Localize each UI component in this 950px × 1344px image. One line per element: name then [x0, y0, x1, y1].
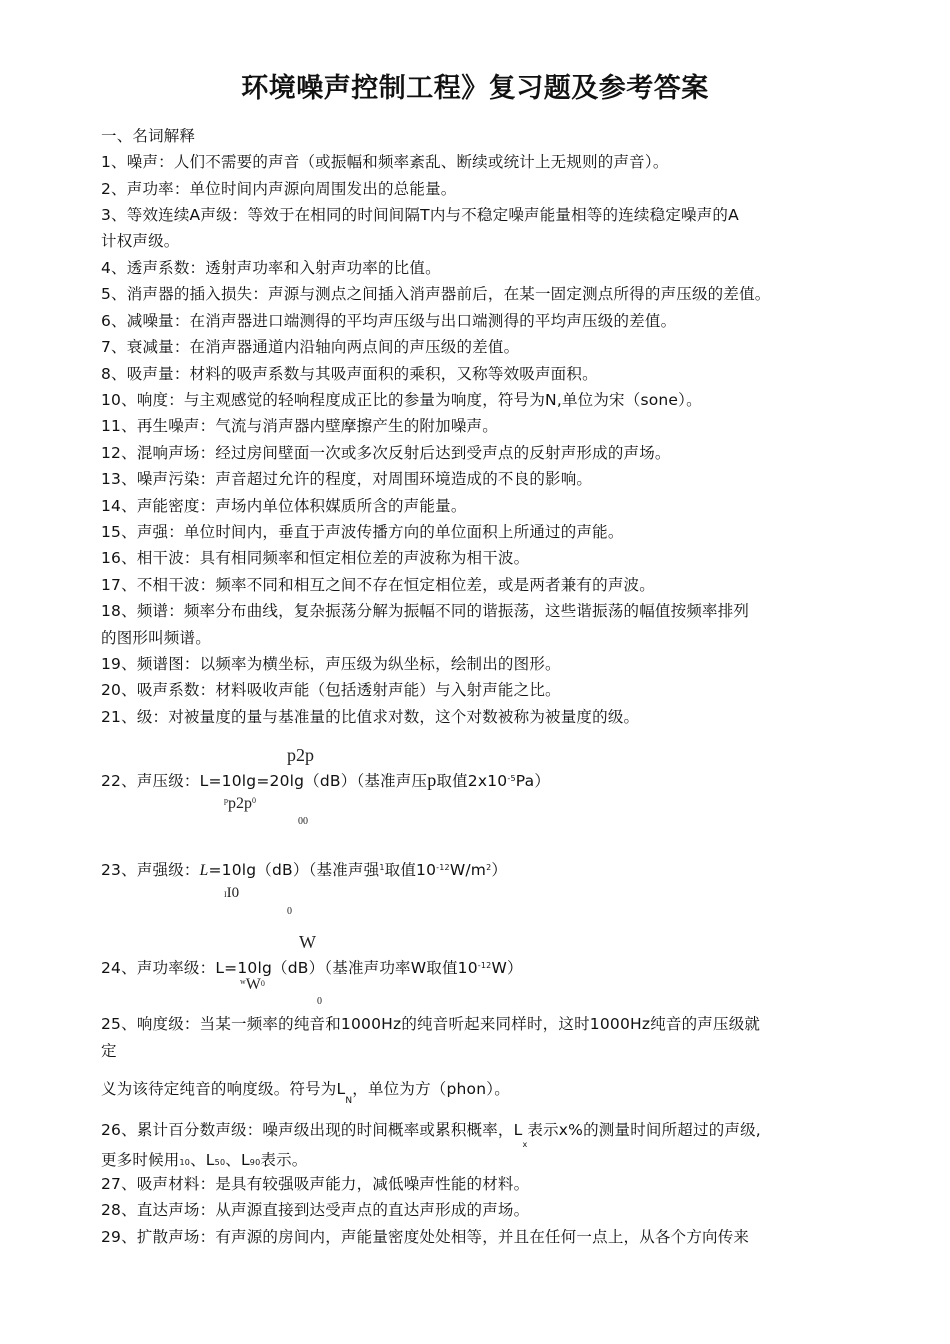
definition-line: 8、吸声量：材料的吸声系数与其吸声面积的乘积，又称等效吸声面积。 [101, 365, 598, 383]
definition-line: 义为该待定纯音的响度级。符号为$L_N$，单位为方（phon）。 [101, 1080, 510, 1106]
definition-line: 7、衰减量：在消声器通道内沿轴向两点间的声压级的差值。 [101, 338, 520, 356]
document-title: 环境噪声控制工程》复习题及参考答案 [241, 73, 709, 104]
definition-line: 定 [101, 1042, 117, 1060]
definition-line: 19、频谱图：以频率为横坐标，声压级为纵坐标，绘制出的图形。 [101, 655, 561, 673]
formula-line-swl: 24、声功率级：L=10lg（dB）（基准声功率W取值$10^{-12}W$） [101, 959, 523, 977]
definition-line: 18、频谱：频率分布曲线，复杂振荡分解为振幅不同的谐振荡，这些谐振荡的幅值按频率排列 [101, 602, 750, 620]
definition-line: 21、级：对被量度的量与基准量的比值求对数，这个对数被称为被量度的级。 [101, 708, 640, 726]
definition-line: 26、累计百分数声级：噪声级出现的时间概率或累积概率，$L_x$表示x%的测量时间所超过的声级, [101, 1121, 761, 1149]
definition-line: 4、透声系数：透射声功率和入射声功率的比值。 [101, 259, 441, 277]
formula-denominator: II0 [224, 885, 240, 901]
definition-line: 29、扩散声场：有声源的房间内，声能量密度处处相等，并且在任何一点上，从各个方向传来 [101, 1228, 750, 1246]
definition-line: 的图形叫频谱。 [101, 629, 211, 647]
definition-line: 28、直达声场：从声源直接到达受声点的直达声形成的声场。 [101, 1201, 530, 1219]
definition-line: 14、声能密度：声场内单位体积媒质所含的声能量。 [101, 497, 467, 515]
formula-line-sil: 23、声强级：L=10lg（dB）（基准声强$^1$取值$10^{-12}W/m^2$） [101, 861, 508, 879]
definition-line: 5、消声器的插入损失：声源与测点之间插入消声器前后，在某一固定测点所得的声压级的差值。 [101, 285, 771, 303]
formula-denominator: $^w$W0 [240, 976, 265, 993]
definition-line: 10、响度：与主观感觉的轻响程度成正比的参量为响度，符号为N,单位为宋（sone）。 [101, 391, 702, 409]
formula-numerator: p2p [287, 745, 314, 765]
definition-line: 12、混响声场：经过房间壁面一次或多次反射后达到受声点的反射声形成的声场。 [101, 444, 671, 462]
definition-line: 6、减噪量：在消声器进口端测得的平均声压级与出口端测得的平均声压级的差值。 [101, 312, 677, 330]
formula-numerator: W [299, 932, 316, 952]
definition-line: 1、噪声：人们不需要的声音（或振幅和频率紊乱、断续或统计上无规则的声音）。 [101, 153, 669, 171]
definition-line: 13、噪声污染：声音超过允许的程度，对周围环境造成的不良的影响。 [101, 470, 593, 488]
formula-denominator: $^pp2p^0$ [224, 795, 256, 812]
definition-line: 3、等效连续A声级：等效于在相同的时间间隔T内与不稳定噪声能量相等的连续稳定噪声的A [101, 206, 739, 224]
formula-subscript: 00 [298, 816, 308, 827]
definition-line: 16、相干波：具有相同频率和恒定相位差的声波称为相干波。 [101, 549, 530, 567]
formula-subscript: 0 [287, 906, 292, 917]
definition-line: 计权声级。 [101, 232, 180, 250]
definition-line: 11、再生噪声：气流与消声器内壁摩擦产生的附加噪声。 [101, 417, 498, 435]
definition-line: 27、吸声材料：是具有较强吸声能力，减低噪声性能的材料。 [101, 1175, 530, 1193]
definition-line: 2、声功率：单位时间内声源向周围发出的总能量。 [101, 180, 457, 198]
definition-line: 25、响度级：当某一频率的纯音和1000Hz的纯音听起来同样时，这时1000Hz纯音的声压级就 [101, 1015, 761, 1033]
formula-subscript: 0 [317, 996, 322, 1007]
definition-line: 17、不相干波：频率不同和相互之间不存在恒定相位差，或是两者兼有的声波。 [101, 576, 655, 594]
section-heading: 一、名词解释 [101, 127, 196, 145]
formula-line-spl: 22、声压级：L=10lg=20lg（dB）（基准声压p取值$2x10^{-5}Pa$） [101, 770, 551, 790]
definition-line: 15、声强：单位时间内，垂直于声波传播方向的单位面积上所通过的声能。 [101, 523, 624, 541]
definition-line: 更多时候用10、L50、L90表示。 [101, 1151, 308, 1169]
definition-line: 20、吸声系数：材料吸收声能（包括透射声能）与入射声能之比。 [101, 681, 561, 699]
